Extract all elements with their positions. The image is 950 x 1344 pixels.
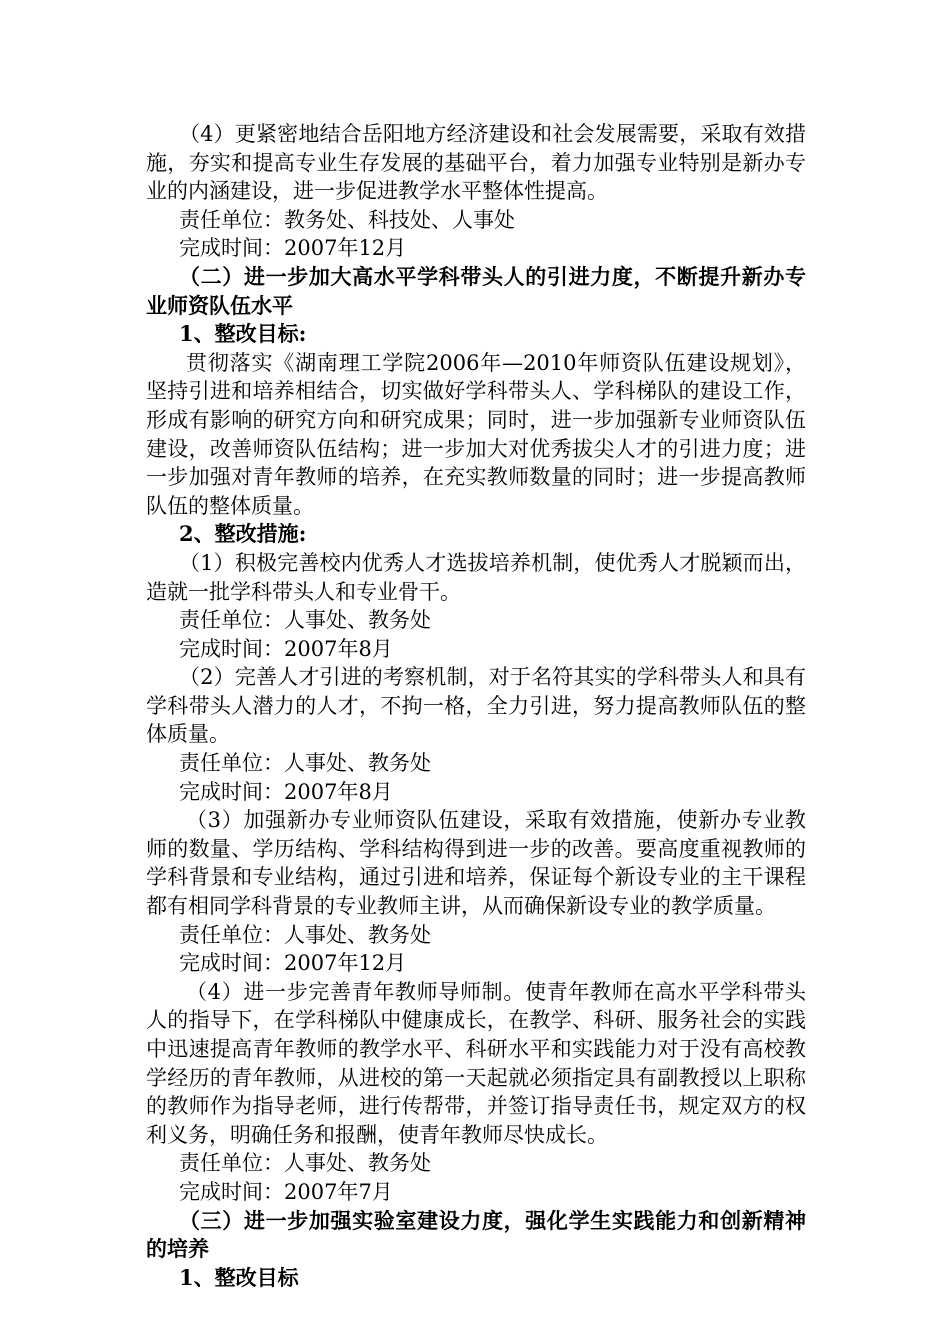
completion-time: 完成时间：2007年12月 [179, 236, 407, 261]
goal-label: 1、整改目标: [179, 321, 307, 347]
completion-time: 完成时间：2007年8月 [179, 779, 393, 804]
responsible-unit: 责任单位：人事处、教务处 [179, 751, 431, 776]
completion-time: 完成时间：2007年7月 [179, 1179, 393, 1204]
goal-label: 1、整改目标 [179, 1264, 299, 1290]
responsible-unit: 责任单位：人事处、教务处 [179, 922, 431, 947]
section-heading-2: （二）进一步加大高水平学科带头人的引进力度，不断提升新办专业师资队伍水平 [146, 263, 806, 318]
section-heading-3: （三）进一步加强实验室建设力度，强化学生实践能力和创新精神的培养 [146, 1207, 806, 1262]
paragraph-sec1-item4: （4）更紧密地结合岳阳地方经济建设和社会发展需要，采取有效措施，夯实和提高专业生存发展的基础平台，着力加强专业特别是新办专业的内涵建设，进一步促进教学水平整体性提高。 [146, 122, 806, 204]
completion-time: 完成时间：2007年12月 [179, 951, 407, 976]
responsible-unit: 责任单位：教务处、科技处、人事处 [179, 207, 515, 232]
measure-2: （2）完善人才引进的考察机制，对于名符其实的学科带头人和具有学科带头人潜力的人才，不拘一格，全力引进，努力提高教师队伍的整体质量。 [146, 665, 806, 747]
measure-4: （4）进一步完善青年教师导师制。使青年教师在高水平学科带头人的指导下，在学科梯队中健康成长，在教学、科研、服务社会的实践中迅速提高青年教师的教学水平、科研水平和实践能力对于没有高校教学经历的青年教师，从进校的第一天起就必须指定具有副教授以上职称的教师作为指导老师，进行传帮带，并签订指导责任书，规定双方的权利义务，明确任务和报酬，使青年教师尽快成长。 [146, 979, 806, 1147]
measures-label: 2、整改措施: [179, 521, 307, 547]
responsible-unit: 责任单位：人事处、教务处 [179, 608, 431, 633]
measure-3: （3）加强新办专业师资队伍建设，采取有效措施，使新办专业教师的数量、学历结构、学科结构得到进一步的改善。要高度重视教师的学科背景和专业结构，通过引进和培养，保证每个新设专业的主干课程都有相同学科背景的专业教师主讲，从而确保新设专业的教学质量。 [146, 808, 806, 919]
measure-1: （1）积极完善校内优秀人才选拔培养机制，使优秀人才脱颖而出，造就一批学科带头人和专业骨干。 [146, 550, 806, 604]
goal-paragraph: 贯彻落实《湖南理工学院2006年—2010年师资队伍建设规划》，坚持引进和培养相结合，切实做好学科带头人、学科梯队的建设工作，形成有影响的研究方向和研究成果；同时，进一步加强新专业师资队伍建设，改善师资队伍结构；进一步加大对优秀拔尖人才的引进力度；进一步加强对青年教师的培养，在充实教师数量的同时；进一步提高教师队伍的整体质量。 [146, 350, 806, 518]
responsible-unit: 责任单位：人事处、教务处 [179, 1151, 431, 1176]
completion-time: 完成时间：2007年8月 [179, 636, 393, 661]
document-body [146, 120, 806, 1292]
